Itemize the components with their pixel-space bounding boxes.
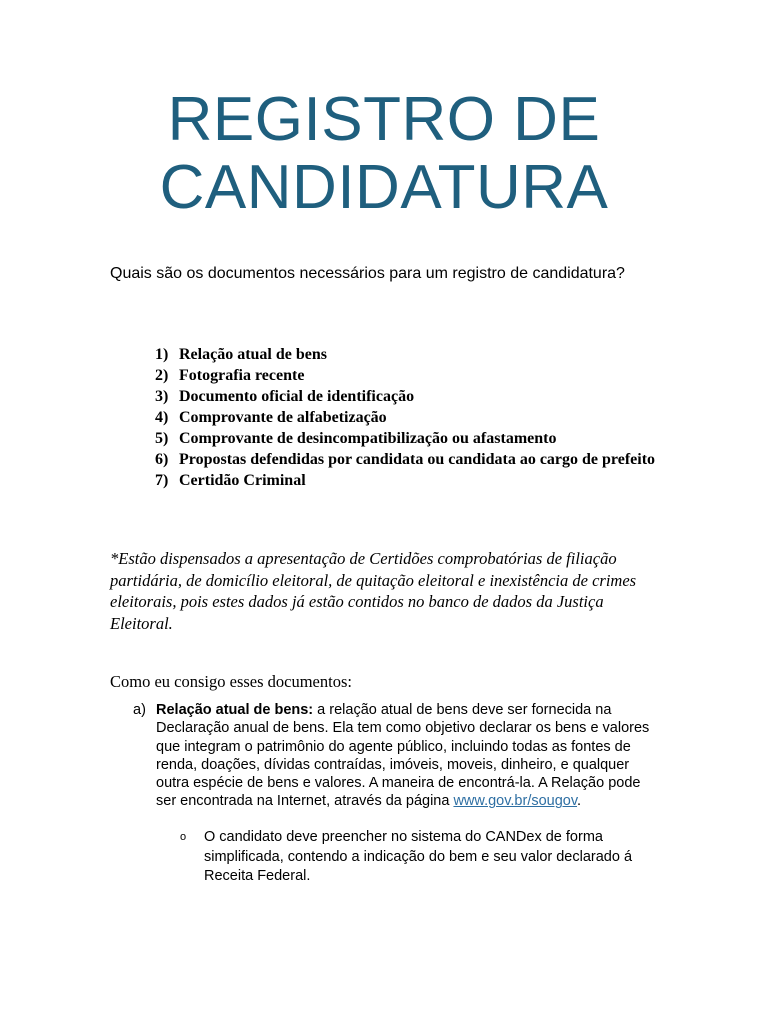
list-item [155,470,675,491]
list-item [155,365,675,386]
documents-list [155,344,675,491]
how-heading: Como eu consigo esses documentos: [110,672,352,691]
list-item [155,428,675,449]
answer-label: Relação atual de bens: [156,702,314,718]
list-item [155,344,675,365]
list-item-number: 5) [155,430,169,447]
exemption-note: *Estão dispensados a apresentação de Certidões comprobatórias de filiação partidária, de domicílio eleitoral, de quitação eleitoral e inexistência de crimes eleitorais, pois estes dados já estão contidos no banco de dados da Justiça Eleitoral. [110,549,637,633]
title-line-1: REGISTRO DE [167,85,601,154]
circle-bullet-icon: o [180,831,187,843]
list-item-text: Fotografia recente [179,367,305,384]
answer-body [156,701,663,811]
list-item-text: Comprovante de alfabetização [179,409,387,426]
answer-text: a relação atual de bens deve ser fornecida na Declaração anual de bens. Ela tem como objetivo declarar os bens e valores que integram o patrimônio do agente público, incluindo todas as fontes de renda, doações, dívidas contraídas, imóveis, moveis, dinheiro, e qualquer outra espécie de bens e valores. A maneira de encontrá-la. A Relação pode ser encontrada na Internet, através da página [156,702,650,810]
answer-item [133,701,663,811]
list-item-number: 3) [155,388,169,405]
list-item-text: Certidão Criminal [179,472,306,489]
list-item-text: Documento oficial de identificação [179,388,415,405]
question-text: Quais são os documentos necessários para um registro de candidatura? [110,265,625,282]
sougov-link[interactable]: www.gov.br/sougov [453,793,578,810]
list-item-number: 6) [155,451,169,468]
list-item [155,386,675,407]
list-item-number: 1) [155,346,169,363]
list-item-text: Propostas defendidas por candidata ou candidata ao cargo de prefeito [179,451,656,468]
sub-bullet-item [180,828,660,887]
title-line-2: CANDIDATURA [159,153,609,222]
page-title [0,86,768,222]
sub-bullet-text: O candidato deve preencher no sistema do CANDex de forma simplificada, contendo a indicação do bem e seu valor declarado á Receita Federal. [204,829,633,884]
list-item [155,407,675,428]
list-item-text: Comprovante de desincompatibilização ou afastamento [179,430,557,447]
answer-end-punctuation: . [577,793,582,810]
list-item-number: 4) [155,409,169,426]
list-item-number: 7) [155,472,169,489]
list-item-number: 2) [155,367,169,384]
answer-marker: a) [133,702,146,718]
list-item [155,449,675,470]
list-item-text: Relação atual de bens [179,346,327,363]
